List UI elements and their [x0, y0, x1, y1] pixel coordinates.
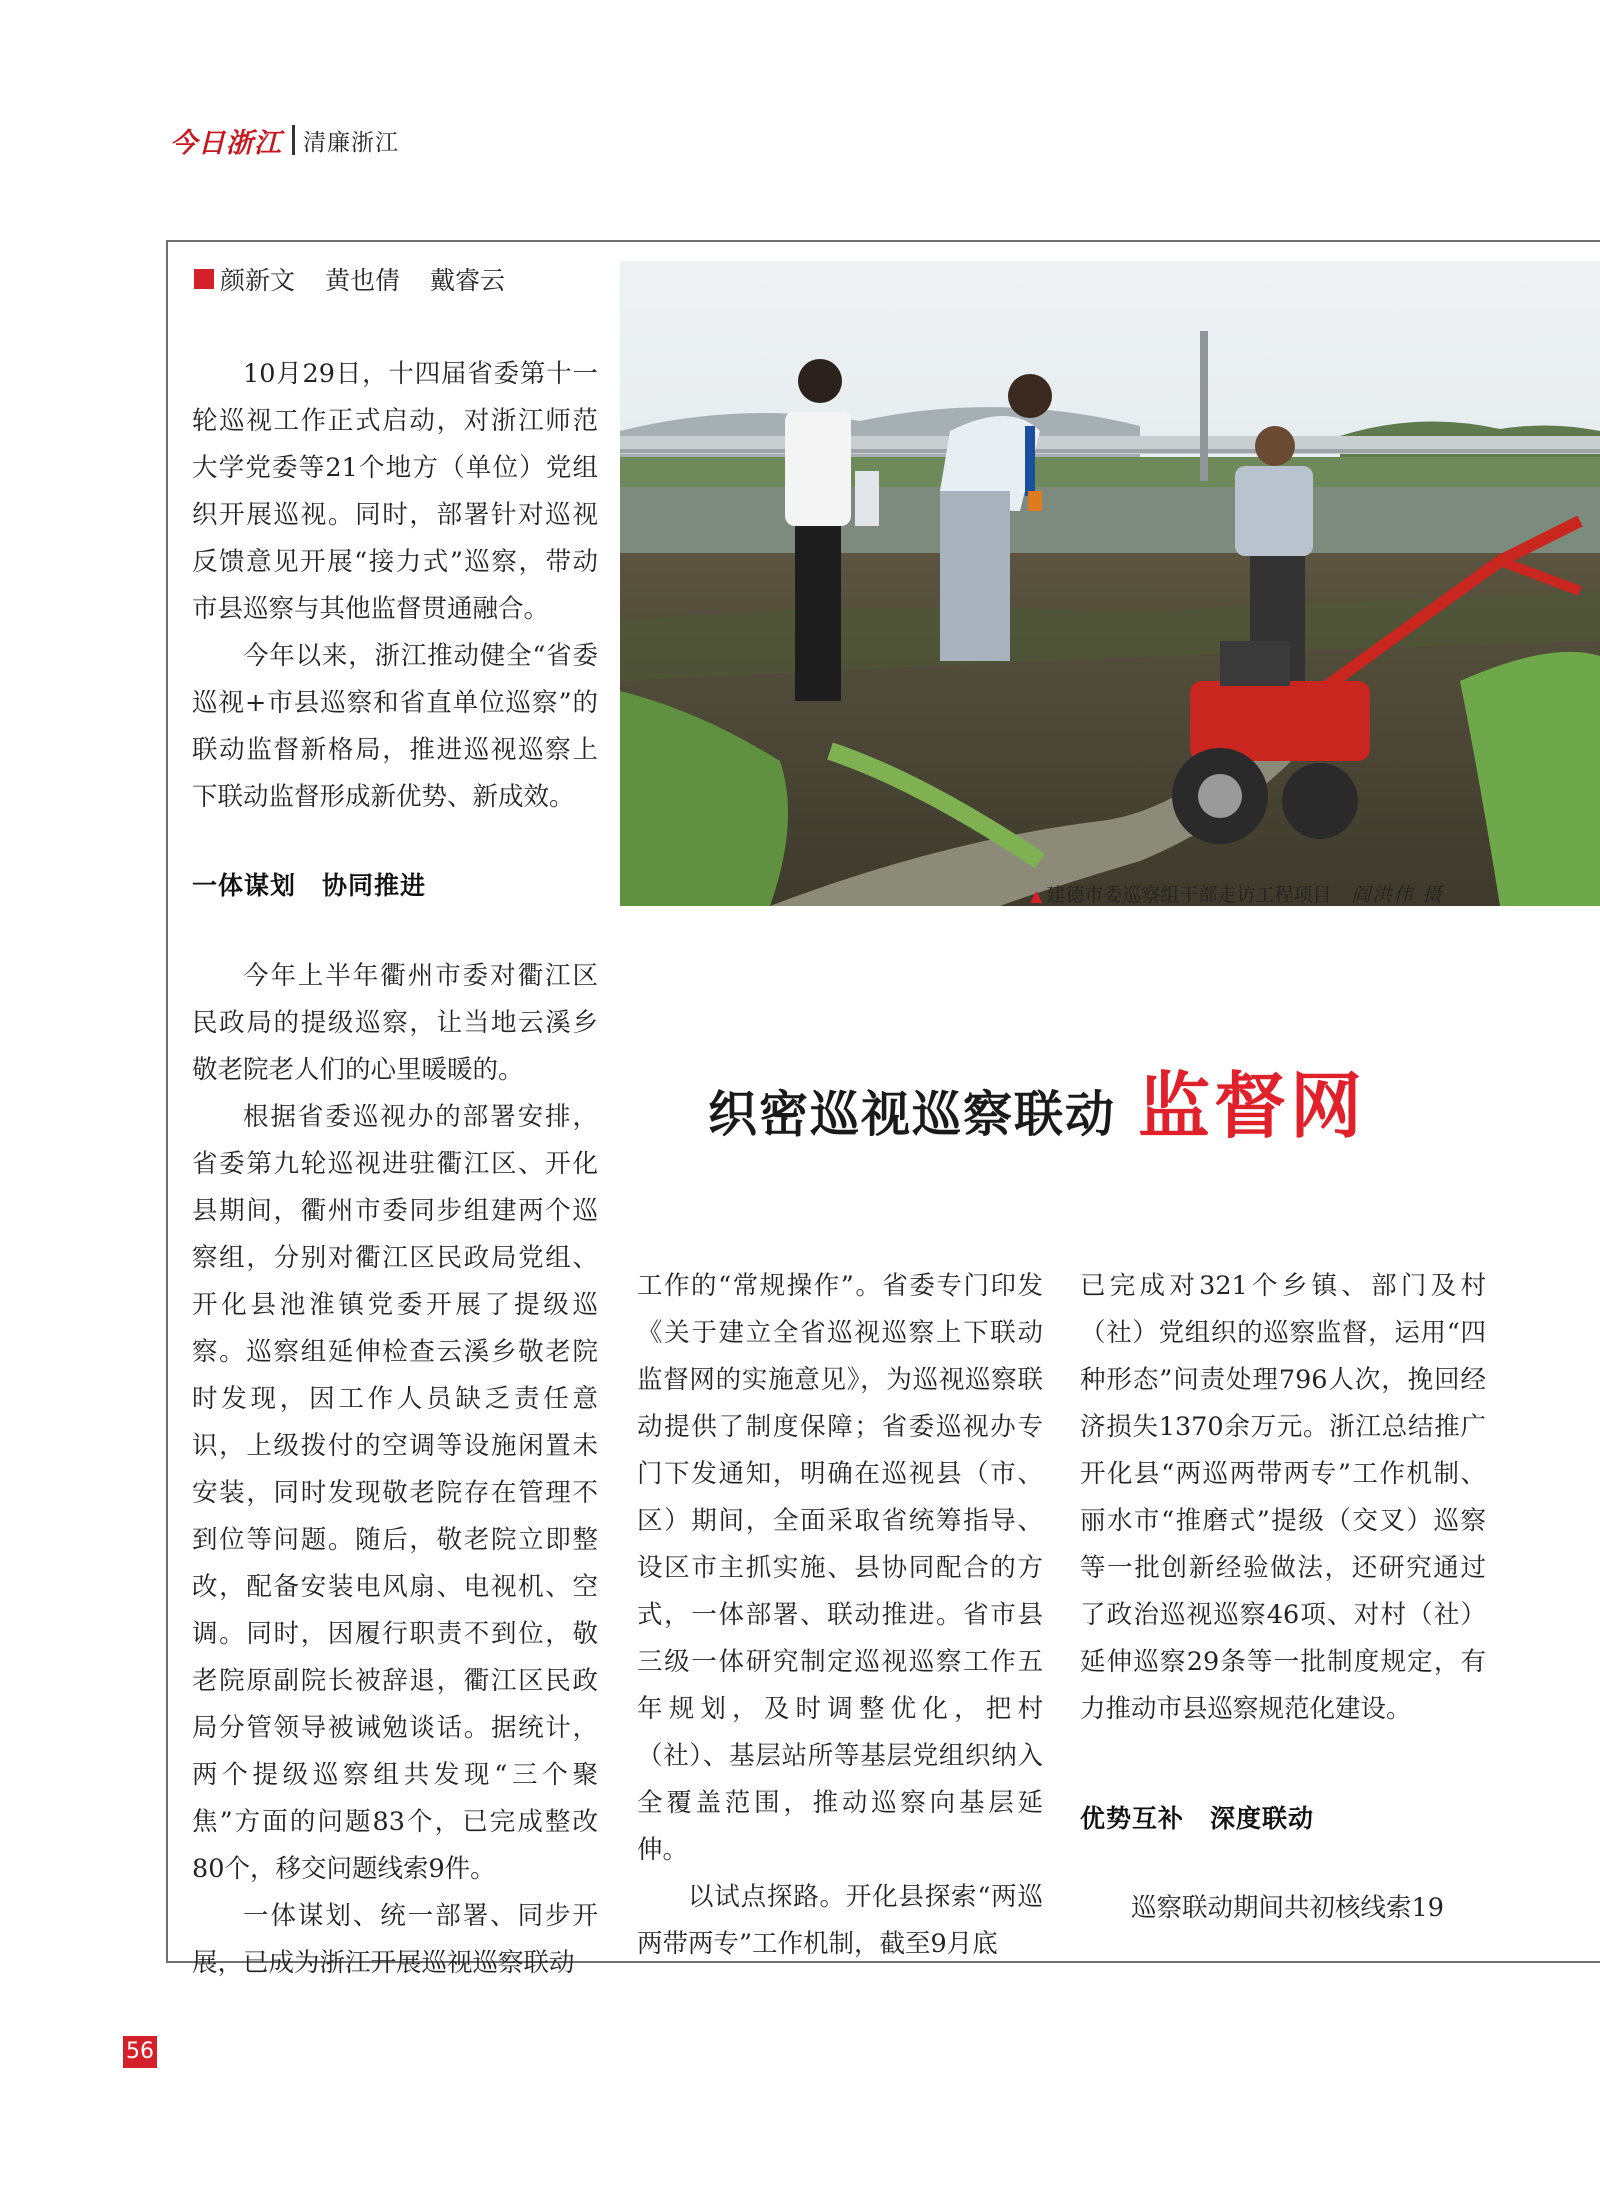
paragraph: 巡察联动期间共初核线索19 [1131, 1893, 1444, 1923]
paragraph: 今年以来，浙江推动健全“省委巡视+市县巡察和省直单位巡察”的联动监督新格局，推进巡视巡察上下联动监督形成新优势、新成效。 [192, 641, 598, 812]
paragraph: 今年上半年衢州市委对衢江区民政局的提级巡察，让当地云溪乡敬老院老人们的心里暖暖的。 [192, 961, 598, 1085]
column-1 [192, 953, 598, 1987]
caption-text: 建德市委巡察组干部走访工程项目 [1046, 884, 1332, 906]
photo-illustration [620, 261, 1600, 906]
byline [194, 261, 535, 297]
column-3-continued [1080, 1885, 1486, 1932]
title-main: 织密巡视巡察联动 [708, 1085, 1117, 1143]
article-title [708, 1048, 1366, 1152]
photo-caption [1030, 880, 1443, 907]
caption-triangle-icon: ▲ [1030, 886, 1043, 905]
paragraph: 工作的“常规操作”。省委专门印发《关于建立全省巡视巡察上下联动监督网的实施意见》，为巡视巡察联动提供了制度保障；省委巡视办专门下发通知，明确在巡视县（市、区）期间，全面采取省统筹指导、设区市主抓实施、县协同配合的方式，一体部署、联动推进。省市县三级一体研究制定巡视巡察工作五年规划，及时调整优化，把村（社）、基层站所等基层党组织纳入全覆盖范围，推动巡察向基层延伸。 [637, 1271, 1043, 1865]
page-number: 56 [123, 2036, 157, 2068]
column-2 [637, 1263, 1043, 1968]
byline-marker-icon [194, 269, 214, 289]
intro-text [192, 351, 598, 821]
section-heading [192, 862, 426, 909]
header-divider [292, 125, 295, 155]
column-3 [1080, 1263, 1486, 1733]
news-photo [620, 261, 1600, 906]
masthead [170, 122, 399, 158]
paragraph: 10月29日，十四届省委第十一轮巡视工作正式启动，对浙江师范大学党委等21个地方（单位）党组织开展巡视。同时，部署针对巡视反馈意见开展“接力式”巡察，带动市县巡察与其他监督贯通融合。 [192, 359, 598, 624]
paragraph: 以试点探路。开化县探索“两巡两带两专”工作机制，截至9月底 [637, 1882, 1043, 1959]
magazine-logo: 今日浙江 [170, 127, 282, 159]
paragraph: 一体谋划、统一部署、同步开展，已成为浙江开展巡视巡察联动 [192, 1901, 598, 1978]
title-accent: 监督网 [1138, 1064, 1367, 1148]
column-name: 清廉浙江 [303, 129, 399, 156]
paragraph: 已完成对321个乡镇、部门及村（社）党组织的巡察监督，运用“四种形态”问责处理796人次，挽回经济损失1370余万元。浙江总结推广开化县“两巡两带两专”工作机制、丽水市“推磨式”提级（交叉）巡察等一批创新经验做法，还研究通过了政治巡视巡察46项、对村（社）延伸巡察29条等一批制度规定，有力推动市县巡察规范化建设。 [1080, 1271, 1486, 1724]
author-name: 戴睿云 [430, 266, 506, 295]
section-heading [1080, 1795, 1314, 1842]
photo-credit: 阎洪伟 摄 [1351, 884, 1444, 906]
section-heading-text: 一体谋划 协同推进 [192, 871, 427, 900]
paragraph: 根据省委巡视办的部署安排，省委第九轮巡视进驻衢江区、开化县期间，衢州市委同步组建两个巡察组，分别对衢江区民政局党组、开化县池淮镇党委开展了提级巡察。巡察组延伸检查云溪乡敬老院时发现，因工作人员缺乏责任意识，上级拨付的空调等设施闲置未安装，同时发现敬老院存在管理不到位等问题。随后，敬老院立即整改，配备安装电风扇、电视机、空调。同时，因履行职责不到位，敬老院原副院长被辞退，衢江区民政局分管领导被诫勉谈话。据统计，两个提级巡察组共发现“三个聚焦”方面的问题83个，已完成整改80个，移交问题线索9件。 [192, 1102, 598, 1884]
author-name: 颜新文 [220, 266, 296, 295]
author-name: 黄也倩 [325, 266, 401, 295]
section-heading-text: 优势互补 深度联动 [1080, 1804, 1315, 1833]
